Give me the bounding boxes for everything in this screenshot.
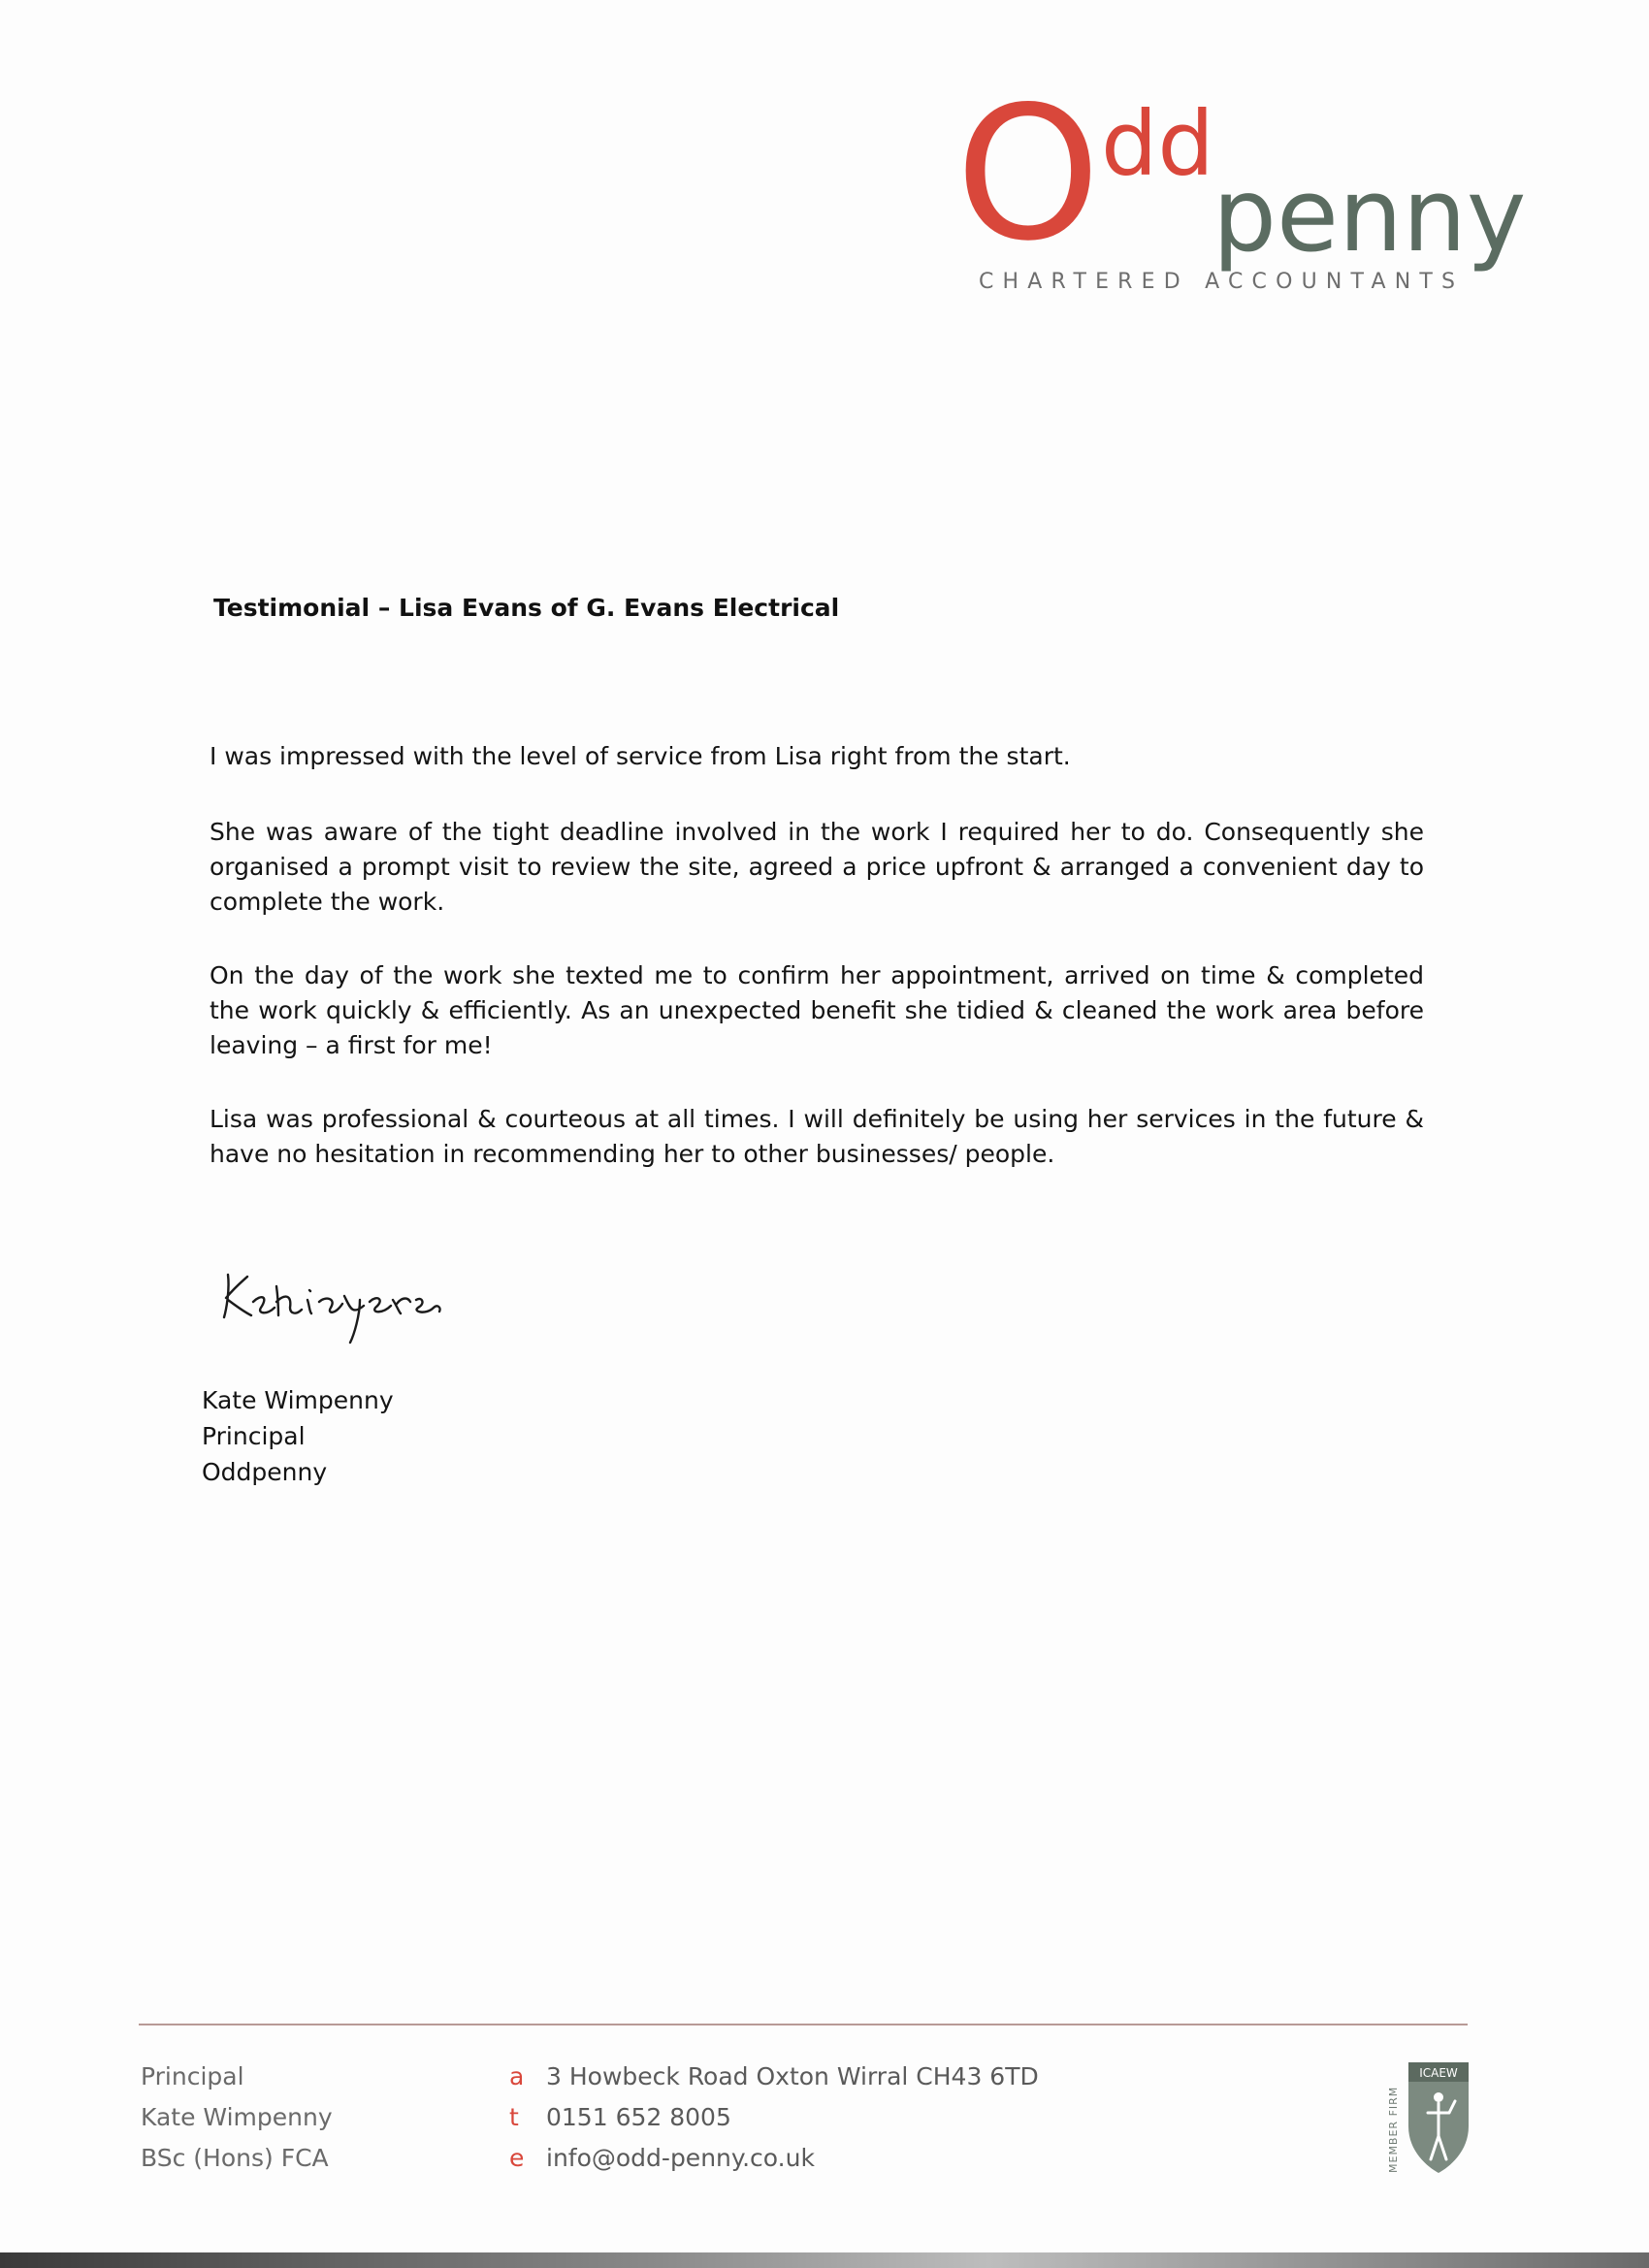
email-key: e: [509, 2144, 525, 2172]
scan-edge-shadow: [0, 2252, 1649, 2268]
logo-letters-dd: dd: [1101, 92, 1214, 196]
logo-letter-o: O: [955, 67, 1097, 281]
footer-name: Kate Wimpenny: [141, 2103, 333, 2131]
footer-address-row: [509, 2057, 1039, 2097]
signoff-block: [202, 1382, 394, 1490]
paragraph-4: Lisa was professional & courteous at all times. I will definitely be using her services in the future & have no hesitation in recommending her to other businesses/ people.: [210, 1105, 1424, 1168]
oddpenny-logo: [955, 67, 1527, 306]
signoff-role: Principal: [202, 1422, 306, 1450]
signoff-company: Oddpenny: [202, 1458, 328, 1486]
badge-vertical-text: MEMBER FIRM: [1387, 2086, 1400, 2173]
phone-key: t: [509, 2103, 519, 2131]
footer-divider: [139, 2024, 1468, 2025]
footer-principal: [141, 2057, 333, 2179]
address-key: a: [509, 2062, 525, 2090]
paragraph-3: On the day of the work she texted me to confirm her appointment, arrived on time & completed the work quickly & efficiently. As an unexpected benefit she tidied & cleaned the work area before leaving – a first for me!: [210, 961, 1424, 1059]
logo-tagline: CHARTERED ACCOUNTANTS: [979, 270, 1465, 294]
footer-phone-row: [509, 2097, 1039, 2138]
badge-label: ICAEW: [1419, 2066, 1458, 2080]
footer-email-row: [509, 2138, 1039, 2179]
icaew-member-badge-icon: [1385, 2058, 1472, 2175]
footer-qualifications: BSc (Hons) FCA: [141, 2144, 329, 2172]
footer-contact: [509, 2057, 1039, 2179]
letter-title: Testimonial – Lisa Evans of G. Evans Electrical: [213, 594, 840, 622]
address-value: 3 Howbeck Road Oxton Wirral CH43 6TD: [546, 2062, 1039, 2090]
email-value: info@odd-penny.co.uk: [546, 2144, 815, 2172]
phone-value: 0151 652 8005: [546, 2103, 731, 2131]
paragraph-2: She was aware of the tight deadline involved in the work I required her to do. Consequently she organised a prompt visit to review the site, agreed a price upfront & arranged a convenient day to complete the work.: [210, 818, 1424, 916]
paragraph-1: I was impressed with the level of service from Lisa right from the start.: [210, 742, 1071, 770]
signoff-name: Kate Wimpenny: [202, 1386, 394, 1414]
handwritten-signature: [218, 1257, 461, 1345]
logo-word-penny: penny: [1212, 156, 1527, 275]
footer-role: Principal: [141, 2062, 244, 2090]
